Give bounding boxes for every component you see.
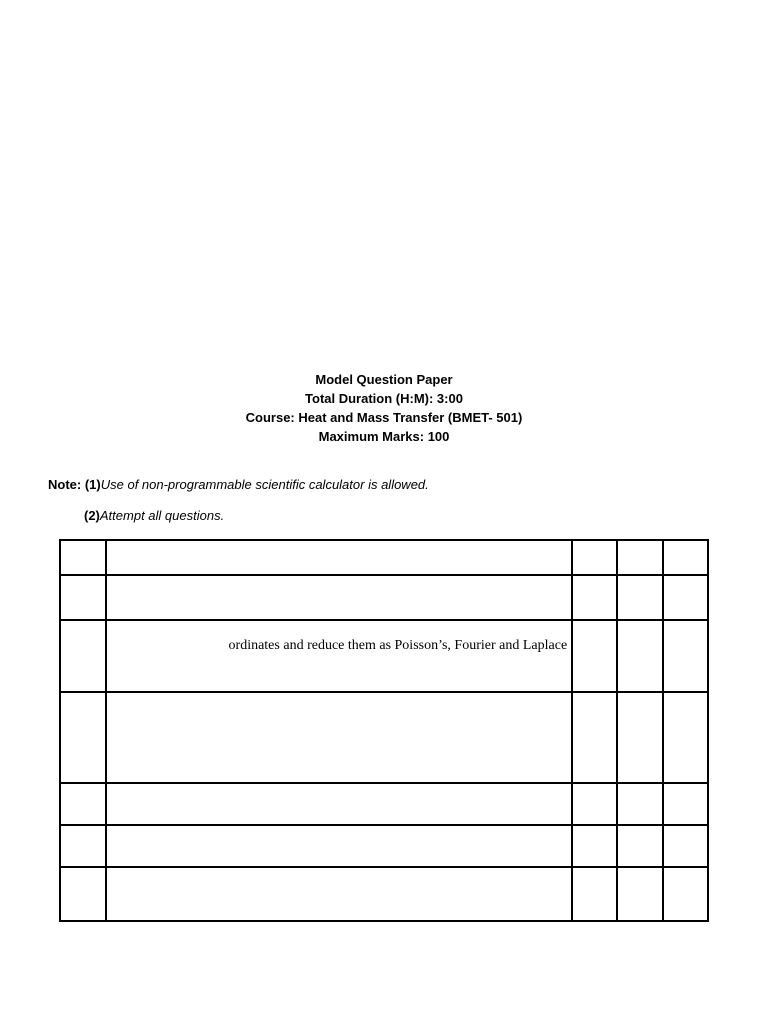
question-cell (106, 575, 572, 620)
question-text (107, 784, 571, 800)
total-duration: Total Duration (H:M): 3:00 (305, 391, 463, 406)
table-row (60, 867, 708, 921)
note-item-1-text: Use of non-programmable scientific calculator is allowed. (100, 477, 429, 492)
co-cell (617, 783, 662, 825)
question-table (59, 539, 709, 922)
level-cell (663, 825, 708, 867)
marks-cell (572, 575, 617, 620)
level-cell (663, 620, 708, 692)
co-cell (617, 692, 662, 783)
level-cell (663, 540, 708, 575)
question-number-cell (60, 575, 106, 620)
question-text (107, 826, 571, 842)
note-line-1 (48, 476, 429, 494)
co-cell (617, 825, 662, 867)
question-cell (106, 692, 572, 783)
level-cell (663, 575, 708, 620)
marks-cell (572, 867, 617, 921)
table-row (60, 783, 708, 825)
question-number-cell (60, 540, 106, 575)
level-cell (663, 692, 708, 783)
table-row (60, 692, 708, 783)
maximum-marks: Maximum Marks: 100 (318, 429, 450, 444)
co-cell (617, 540, 662, 575)
note-item-1-number: (1) (84, 477, 101, 492)
marks-cell (572, 620, 617, 692)
question-number-cell (60, 825, 106, 867)
paper-title: Model Question Paper (315, 372, 453, 387)
question-text (107, 541, 571, 557)
co-cell (617, 575, 662, 620)
question-cell (106, 867, 572, 921)
question-number-cell (60, 783, 106, 825)
table-row (60, 575, 708, 620)
question-number-cell (60, 620, 106, 692)
marks-cell (572, 540, 617, 575)
question-number-cell (60, 867, 106, 921)
paper-header (0, 370, 768, 446)
question-text (107, 868, 571, 884)
note-line-2 (84, 507, 224, 525)
co-cell (617, 867, 662, 921)
question-cell (106, 825, 572, 867)
question-cell (106, 783, 572, 825)
table-row (60, 620, 708, 692)
question-cell (106, 620, 572, 692)
course-name: Course: Heat and Mass Transfer (BMET- 501) (245, 410, 523, 425)
note-item-2-number: (2) (84, 508, 100, 523)
question-cell (106, 540, 572, 575)
question-number-cell (60, 692, 106, 783)
table-row (60, 540, 708, 575)
level-cell (663, 783, 708, 825)
table-row (60, 825, 708, 867)
question-text: ordinates and reduce them as Poisson’s, Fourier and Laplace (228, 638, 568, 653)
co-cell (617, 620, 662, 692)
question-text (107, 576, 571, 592)
level-cell (663, 867, 708, 921)
marks-cell (572, 825, 617, 867)
marks-cell (572, 692, 617, 783)
note-label: Note: (48, 477, 82, 492)
question-text (107, 693, 571, 709)
note-item-2-text: Attempt all questions. (99, 508, 225, 523)
marks-cell (572, 783, 617, 825)
